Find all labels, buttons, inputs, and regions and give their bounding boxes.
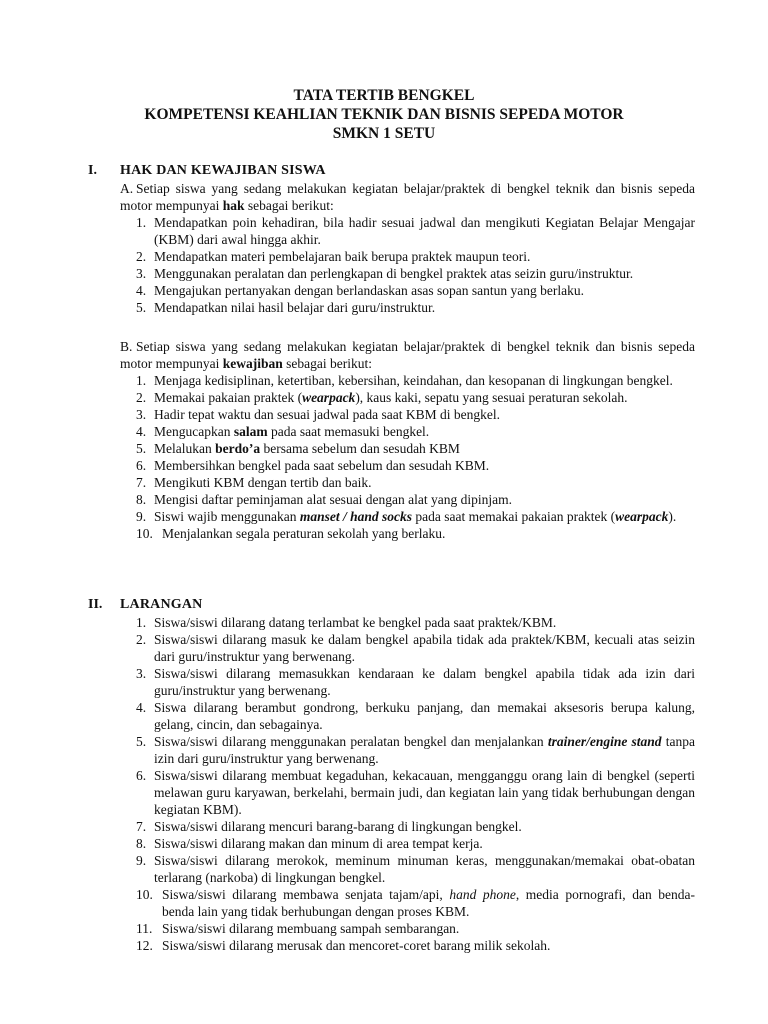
section-2-number: II. <box>88 597 103 612</box>
part-a-keyword: hak <box>222 198 245 213</box>
part-b-letter: B. <box>120 339 133 354</box>
list-item: 1. Menjaga kedisiplinan, ketertiban, kebersihan, keindahan, dan kesopanan di lingkungan bengkel. <box>136 373 673 388</box>
list-item: 5. Melalukan berdo’a bersama sebelum dan sesudah KBM <box>136 441 460 456</box>
part-a-intro <box>120 180 695 214</box>
part-b-intro-end: sebagai berikut: <box>282 356 372 371</box>
title-line-3: SMKN 1 SETU <box>332 125 436 142</box>
part-b-intro <box>120 338 695 372</box>
list-item: 9. Siswi wajib menggunakan manset / hand socks pada saat memakai pakaian praktek (wearpack). <box>136 509 677 524</box>
document-title <box>0 86 768 143</box>
list-item: 10. Menjalankan segala peraturan sekolah yang berlaku. <box>136 526 446 541</box>
part-a-letter: A. <box>120 181 134 196</box>
part-a-list <box>136 214 695 316</box>
section-2-title: LARANGAN <box>120 597 203 612</box>
part-b-intro-text: Setiap siswa yang sedang melakukan kegiatan belajar/praktek di bengkel teknik dan bisnis sepeda motor mempunyai <box>120 339 695 371</box>
larangan-list <box>136 614 695 954</box>
list-item: 1. Mendapatkan poin kehadiran, bila hadir sesuai jadwal dan mengikuti Kegiatan Belajar Mengajar (KBM) dari awal hingga akhir. <box>136 215 695 247</box>
part-a-intro-text: Setiap siswa yang sedang melakukan kegiatan belajar/praktek di bengkel teknik dan bisnis sepeda motor mempunyai <box>120 181 695 213</box>
list-item: 10. Siswa/siswi dilarang membawa senjata tajam/api, hand phone, media pornografi, dan benda-benda lain yang tidak berhubungan dengan proses KBM. <box>136 887 695 919</box>
part-b-keyword: kewajiban <box>222 356 283 371</box>
list-item: 8. Mengisi daftar peminjaman alat sesuai dengan alat yang dipinjam. <box>136 492 513 507</box>
list-item: 5. Siswa/siswi dilarang menggunakan peralatan bengkel dan menjalankan trainer/engine stand tanpa izin dari guru/instruktur yang berwenang. <box>136 734 695 766</box>
list-item: 7. Siswa/siswi dilarang mencuri barang-barang di lingkungan bengkel. <box>136 819 522 834</box>
list-item: 3. Hadir tepat waktu dan sesuai jadwal pada saat KBM di bengkel. <box>136 407 501 422</box>
section-1-number: I. <box>88 163 97 178</box>
part-a-intro-end: sebagai berikut: <box>244 198 334 213</box>
list-item: 9. Siswa/siswi dilarang merokok, meminum minuman keras, menggunakan/memakai obat-obatan terlarang (narkoba) di lingkungan bengkel. <box>136 853 695 885</box>
list-item: 2. Memakai pakaian praktek (wearpack), kaus kaki, sepatu yang sesuai peraturan sekolah. <box>136 390 628 405</box>
list-item: 6. Siswa/siswi dilarang membuat kegaduhan, kekacauan, mengganggu orang lain di bengkel (seperti melawan guru karyawan, berkelahi, bermain judi, dan kegiatan lain yang tidak berhubungan dengan kegiatan KBM). <box>136 768 695 817</box>
list-item: 3. Siswa/siswi dilarang memasukkan kendaraan ke dalam bengkel apabila tidak ada izin dari guru/instruktur yang berwenang. <box>136 666 695 698</box>
list-item: 3. Menggunakan peralatan dan perlengkapan di bengkel praktek atas seizin guru/instruktur. <box>136 266 634 281</box>
list-item: 8. Siswa/siswi dilarang makan dan minum di area tempat kerja. <box>136 836 483 851</box>
list-item: 4. Mengajukan pertanyakan dengan berlandaskan asas sopan santun yang berlaku. <box>136 283 584 298</box>
list-item: 5. Mendapatkan nilai hasil belajar dari guru/instruktur. <box>136 300 436 315</box>
title-line-1: TATA TERTIB BENGKEL <box>293 87 475 104</box>
list-item: 4. Mengucapkan salam pada saat memasuki bengkel. <box>136 424 430 439</box>
section-1-title: HAK DAN KEWAJIBAN SISWA <box>120 163 326 178</box>
list-item: 2. Siswa/siswi dilarang masuk ke dalam bengkel apabila tidak ada praktek/KBM, kecuali atas seizin dari guru/instruktur yang berwenang. <box>136 632 695 664</box>
list-item: 4. Siswa dilarang berambut gondrong, berkuku panjang, dan memakai aksesoris berupa kalung, gelang, cincin, dan sebagainya. <box>136 700 695 732</box>
list-item: 11. Siswa/siswi dilarang membuang sampah sembarangan. <box>136 921 460 936</box>
list-item: 2. Mendapatkan materi pembelajaran baik berupa praktek maupun teori. <box>136 249 531 264</box>
list-item: 12. Siswa/siswi dilarang merusak dan mencoret-coret barang milik sekolah. <box>136 938 551 953</box>
title-line-2: KOMPETENSI KEAHLIAN TEKNIK DAN BISNIS SEPEDA MOTOR <box>144 106 624 123</box>
list-item: 6. Membersihkan bengkel pada saat sebelum dan sesudah KBM. <box>136 458 490 473</box>
part-b-list <box>136 372 695 542</box>
list-item: 7. Mengikuti KBM dengan tertib dan baik. <box>136 475 372 490</box>
list-item: 1. Siswa/siswi dilarang datang terlambat ke bengkel pada saat praktek/KBM. <box>136 615 557 630</box>
